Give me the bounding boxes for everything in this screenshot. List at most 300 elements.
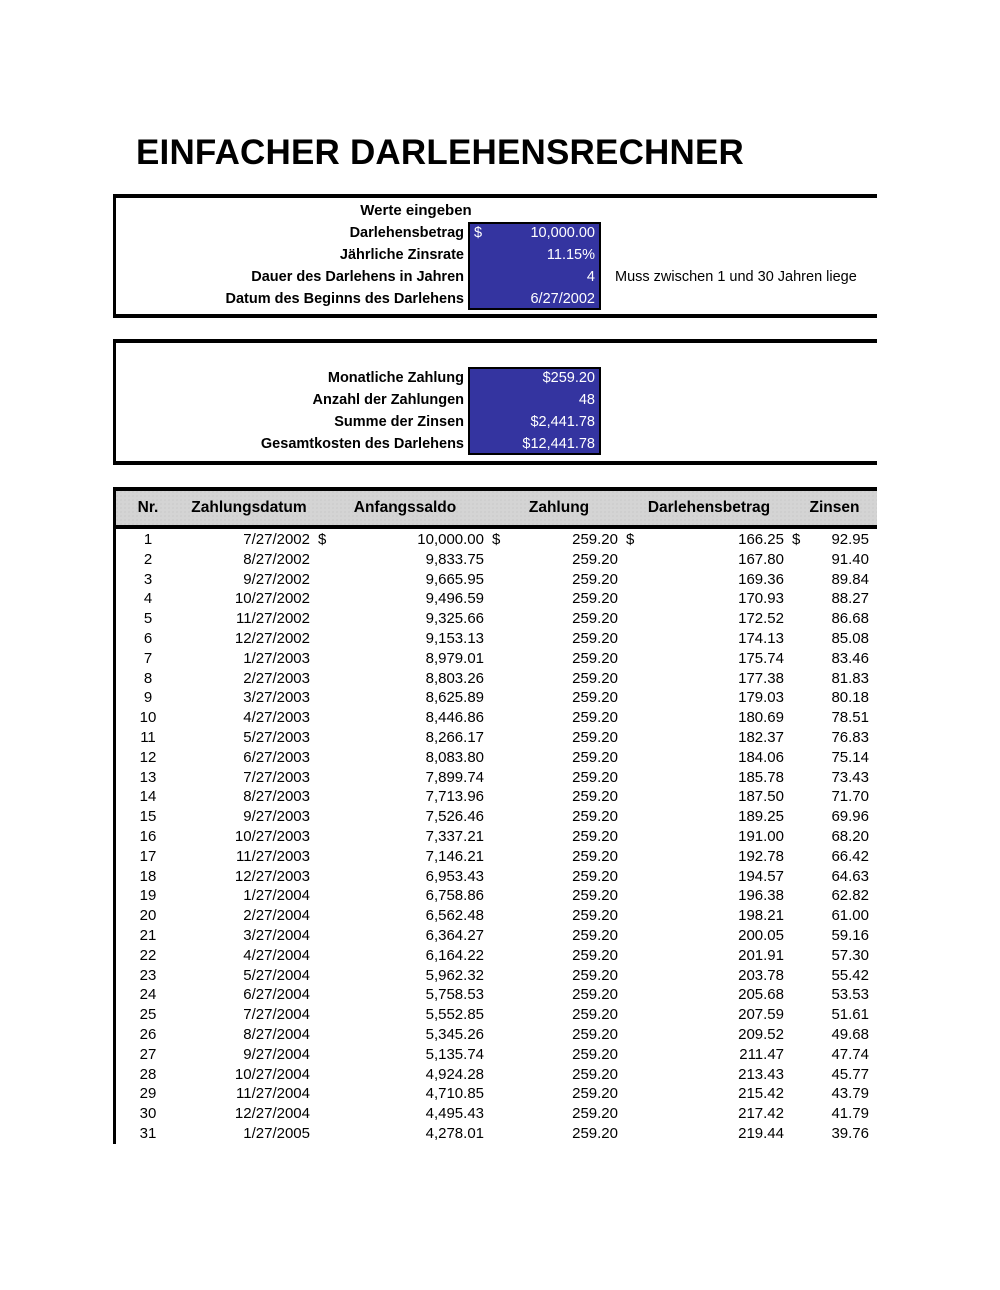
cell-balance	[318, 906, 492, 926]
amount-text: 259.20	[572, 1085, 618, 1103]
currency-symbol	[492, 609, 510, 629]
amount-text: 5,135.74	[425, 1045, 484, 1063]
amount-text: 6,364.27	[425, 926, 484, 944]
currency-symbol	[792, 1124, 810, 1144]
cell-principal	[626, 1005, 792, 1025]
amount-text: 259.20	[572, 887, 618, 905]
cell-no: 18	[139, 867, 157, 885]
currency-symbol	[318, 1045, 336, 1065]
table-row	[116, 966, 877, 986]
amount-text: 259.20	[572, 728, 618, 746]
currency-symbol	[492, 787, 510, 807]
cell-date: 5/27/2003	[243, 728, 310, 746]
amount-text: 259.20	[572, 788, 618, 806]
cell-payment	[492, 708, 626, 728]
cell-date: 11/27/2003	[236, 847, 310, 865]
amount-text: 7,526.46	[425, 808, 484, 826]
cell-no: 25	[139, 1006, 157, 1024]
column-header-payment: Zahlung	[528, 499, 590, 516]
cell-payment	[492, 985, 626, 1005]
label-number-of-payments: Anzahl der Zahlungen	[312, 392, 464, 408]
field-row-loan-amount	[116, 222, 601, 244]
amount-text: 191.00	[738, 827, 784, 845]
cell-interest	[792, 1025, 877, 1045]
value-start-date[interactable]	[468, 288, 601, 310]
cell-balance	[318, 827, 492, 847]
amount-text: 57.30	[831, 946, 869, 964]
cell-interest	[792, 847, 877, 867]
cell-no: 24	[139, 986, 157, 1004]
currency-symbol	[792, 886, 810, 906]
cell-date: 12/27/2002	[234, 629, 310, 647]
cell-date: 12/27/2003	[234, 867, 310, 885]
currency-symbol	[626, 926, 644, 946]
currency-symbol	[792, 748, 810, 768]
amount-text: 259.20	[572, 570, 618, 588]
currency-symbol	[792, 708, 810, 728]
amount-text: 64.63	[831, 867, 869, 885]
cell-principal	[626, 688, 792, 708]
currency-symbol	[792, 966, 810, 986]
amount-text: 201.91	[738, 946, 784, 964]
currency-symbol	[792, 906, 810, 926]
cell-interest	[792, 827, 877, 847]
amount-text: 4,924.28	[425, 1065, 484, 1083]
cell-interest	[792, 688, 877, 708]
cell-date: 1/27/2005	[243, 1124, 310, 1142]
amount-text: 259.20	[572, 550, 618, 568]
cell-payment	[492, 550, 626, 570]
cell-balance	[318, 748, 492, 768]
amount-text: 11.15%	[546, 247, 595, 263]
cell-date: 6/27/2003	[243, 748, 310, 766]
amount-text: 85.08	[831, 629, 869, 647]
cell-principal	[626, 748, 792, 768]
cell-payment	[492, 1104, 626, 1124]
table-row	[116, 807, 877, 827]
currency-symbol	[492, 827, 510, 847]
currency-symbol	[792, 1005, 810, 1025]
amount-text: 61.00	[831, 907, 869, 925]
cell-principal	[626, 886, 792, 906]
cell-date: 8/27/2003	[243, 788, 310, 806]
cell-balance	[318, 768, 492, 788]
currency-symbol	[792, 787, 810, 807]
cell-no: 5	[143, 610, 153, 628]
cell-interest	[792, 985, 877, 1005]
currency-symbol	[626, 550, 644, 570]
currency-symbol	[792, 1065, 810, 1085]
table-row	[116, 748, 877, 768]
cell-interest	[792, 550, 877, 570]
amount-text: 43.79	[831, 1085, 869, 1103]
currency-symbol	[792, 609, 810, 629]
cell-no: 19	[139, 887, 157, 905]
table-row	[116, 688, 877, 708]
currency-symbol	[492, 985, 510, 1005]
cell-principal	[626, 847, 792, 867]
cell-payment	[492, 966, 626, 986]
currency-symbol	[792, 867, 810, 887]
cell-no: 17	[139, 847, 157, 865]
amount-text: 189.25	[738, 808, 784, 826]
amount-text: 259.20	[572, 1045, 618, 1063]
currency-symbol	[318, 886, 336, 906]
cell-no: 1	[143, 531, 153, 548]
currency-symbol	[792, 768, 810, 788]
cell-payment	[492, 1124, 626, 1144]
field-row-monthly-payment	[116, 367, 601, 389]
table-row	[116, 1025, 877, 1045]
amount-text: 7,713.96	[425, 788, 484, 806]
currency-symbol	[492, 768, 510, 788]
currency-symbol	[492, 1025, 510, 1045]
amount-text: 259.20	[572, 1025, 618, 1043]
cell-no: 16	[139, 827, 157, 845]
table-row	[116, 629, 877, 649]
amount-text: 213.43	[738, 1065, 784, 1083]
cell-payment	[492, 688, 626, 708]
table-row	[116, 728, 877, 748]
table-row	[116, 946, 877, 966]
currency-symbol	[318, 609, 336, 629]
currency-symbol	[792, 985, 810, 1005]
currency-symbol	[792, 926, 810, 946]
cell-payment	[492, 570, 626, 590]
cell-principal	[626, 946, 792, 966]
table-row	[116, 1084, 877, 1104]
cell-interest	[792, 609, 877, 629]
amount-text: 187.50	[738, 788, 784, 806]
amount-text: 78.51	[831, 709, 869, 727]
amount-text: 169.36	[738, 570, 784, 588]
currency-symbol	[792, 827, 810, 847]
currency-symbol	[492, 629, 510, 649]
amount-text: $12,441.78	[522, 436, 595, 452]
value-monthly-payment	[468, 367, 601, 389]
amount-text: $2,441.78	[530, 414, 595, 430]
cell-balance	[318, 985, 492, 1005]
amount-text: 259.20	[572, 1006, 618, 1024]
amount-text: 69.96	[831, 808, 869, 826]
currency-symbol	[318, 827, 336, 847]
amount-text: 73.43	[831, 768, 869, 786]
cell-no: 9	[143, 689, 153, 707]
currency-symbol	[626, 867, 644, 887]
amount-text: 215.42	[738, 1085, 784, 1103]
cell-no: 8	[143, 669, 153, 687]
cell-date: 3/27/2004	[243, 926, 310, 944]
cell-interest	[792, 867, 877, 887]
amount-text: 259.20	[572, 986, 618, 1004]
amount-text: 175.74	[738, 649, 784, 667]
currency-symbol	[318, 926, 336, 946]
cell-payment	[492, 807, 626, 827]
cell-date: 4/27/2004	[243, 946, 310, 964]
amount-text: 4	[586, 269, 595, 285]
currency-symbol	[318, 985, 336, 1005]
cell-principal	[626, 1084, 792, 1104]
cell-no: 4	[143, 590, 153, 608]
currency-symbol	[792, 589, 810, 609]
currency-symbol	[318, 669, 336, 689]
cell-no: 30	[139, 1105, 157, 1123]
currency-symbol	[792, 1025, 810, 1045]
label-monthly-payment: Monatliche Zahlung	[327, 370, 464, 386]
currency-symbol	[318, 688, 336, 708]
currency-symbol	[318, 768, 336, 788]
amount-text: 9,496.59	[425, 590, 484, 608]
cell-balance	[318, 926, 492, 946]
table-row	[116, 708, 877, 728]
cell-interest	[792, 728, 877, 748]
table-row	[116, 550, 877, 570]
cell-payment	[492, 530, 626, 550]
amount-text: 259.20	[572, 748, 618, 766]
amount-text: 259.20	[572, 649, 618, 667]
amount-text: 4,278.01	[425, 1124, 484, 1142]
table-row	[116, 985, 877, 1005]
currency-symbol	[492, 1104, 510, 1124]
cell-interest	[792, 1005, 877, 1025]
cell-principal	[626, 1025, 792, 1045]
amount-text: 48	[578, 392, 595, 408]
cell-balance	[318, 708, 492, 728]
cell-principal	[626, 1065, 792, 1085]
currency-symbol: $	[492, 531, 501, 548]
currency-symbol	[792, 728, 810, 748]
cell-no: 29	[139, 1085, 157, 1103]
currency-symbol	[318, 728, 336, 748]
cell-interest	[792, 906, 877, 926]
cell-interest	[792, 787, 877, 807]
cell-date: 11/27/2004	[236, 1085, 310, 1103]
currency-symbol	[318, 946, 336, 966]
cell-balance	[318, 787, 492, 807]
cell-no: 28	[139, 1065, 157, 1083]
cell-payment	[492, 589, 626, 609]
currency-symbol: $	[626, 531, 635, 548]
currency-symbol	[318, 1084, 336, 1104]
currency-symbol	[626, 827, 644, 847]
cell-balance	[318, 847, 492, 867]
table-row	[116, 589, 877, 609]
cell-balance	[318, 688, 492, 708]
cell-principal	[626, 807, 792, 827]
currency-symbol	[318, 787, 336, 807]
cell-balance	[318, 867, 492, 887]
amount-text: 166.25	[738, 531, 784, 548]
currency-symbol	[318, 629, 336, 649]
cell-balance	[318, 1124, 492, 1144]
currency-symbol	[492, 550, 510, 570]
table-row	[116, 530, 877, 550]
currency-symbol	[792, 847, 810, 867]
cell-principal	[626, 867, 792, 887]
cell-payment	[492, 609, 626, 629]
currency-symbol	[626, 570, 644, 590]
amount-text: 259.20	[572, 669, 618, 687]
currency-symbol	[318, 570, 336, 590]
amount-text: 180.69	[738, 709, 784, 727]
table-row	[116, 787, 877, 807]
currency-symbol	[492, 708, 510, 728]
cell-payment	[492, 906, 626, 926]
table-row	[116, 886, 877, 906]
cell-payment	[492, 768, 626, 788]
amount-text: 259.20	[572, 966, 618, 984]
amount-text: 89.84	[831, 570, 869, 588]
cell-interest	[792, 708, 877, 728]
currency-symbol	[626, 847, 644, 867]
currency-symbol	[492, 847, 510, 867]
table-row	[116, 570, 877, 590]
currency-symbol	[626, 728, 644, 748]
amount-text: 4,710.85	[425, 1085, 484, 1103]
amount-text: 49.68	[831, 1025, 869, 1043]
amount-text: 9,153.13	[425, 629, 484, 647]
table-row	[116, 669, 877, 689]
cell-balance	[318, 1025, 492, 1045]
amount-text: 259.20	[572, 907, 618, 925]
amount-text: 170.93	[738, 590, 784, 608]
amount-text: 207.59	[738, 1006, 784, 1024]
amount-text: 259.20	[572, 847, 618, 865]
amount-text: 184.06	[738, 748, 784, 766]
currency-symbol	[318, 807, 336, 827]
cell-payment	[492, 1005, 626, 1025]
table-row	[116, 1104, 877, 1124]
currency-symbol	[318, 649, 336, 669]
currency-symbol	[626, 946, 644, 966]
currency-symbol	[626, 807, 644, 827]
amount-text: 6,562.48	[425, 907, 484, 925]
currency-symbol	[318, 748, 336, 768]
currency-symbol	[318, 1005, 336, 1025]
cell-no: 10	[139, 709, 157, 727]
field-row-number-of-payments	[116, 389, 601, 411]
cell-interest	[792, 807, 877, 827]
field-row-term-years	[116, 266, 601, 288]
field-row-total-cost	[116, 433, 601, 455]
cell-no: 27	[139, 1045, 157, 1063]
amount-text: 6/27/2002	[530, 291, 595, 307]
cell-no: 14	[139, 788, 157, 806]
currency-symbol	[626, 906, 644, 926]
currency-symbol	[626, 985, 644, 1005]
currency-symbol	[492, 649, 510, 669]
term-years-note: Muss zwischen 1 und 30 Jahren liege	[615, 269, 857, 285]
cell-no: 2	[143, 550, 153, 568]
amount-text: 172.52	[738, 610, 784, 628]
value-number-of-payments	[468, 389, 601, 411]
currency-symbol	[626, 1065, 644, 1085]
cell-date: 10/27/2004	[234, 1065, 310, 1083]
cell-interest	[792, 1045, 877, 1065]
column-header-principal: Darlehensbetrag	[647, 499, 771, 516]
cell-balance	[318, 609, 492, 629]
cell-date: 1/27/2003	[243, 649, 310, 667]
currency-symbol	[318, 1025, 336, 1045]
amount-text: 45.77	[831, 1065, 869, 1083]
amount-text: 5,962.32	[425, 966, 484, 984]
cell-balance	[318, 530, 492, 550]
cell-interest	[792, 966, 877, 986]
amount-text: 6,758.86	[425, 887, 484, 905]
column-header-no: Nr.	[137, 499, 159, 516]
cell-payment	[492, 649, 626, 669]
cell-no: 3	[143, 570, 153, 588]
cell-no: 22	[139, 946, 157, 964]
amount-text: 259.20	[572, 926, 618, 944]
currency-symbol	[492, 1124, 510, 1144]
amount-text: 259.20	[572, 1105, 618, 1123]
amount-text: 51.61	[831, 1006, 869, 1024]
table-row	[116, 847, 877, 867]
currency-symbol	[626, 669, 644, 689]
cell-payment	[492, 669, 626, 689]
column-header-balance: Anfangssaldo	[353, 499, 457, 516]
currency-symbol	[626, 787, 644, 807]
currency-symbol	[626, 768, 644, 788]
amount-text: 8,803.26	[425, 669, 484, 687]
cell-date: 10/27/2002	[234, 590, 310, 608]
currency-symbol	[792, 649, 810, 669]
amount-text: 219.44	[738, 1124, 784, 1142]
cell-interest	[792, 629, 877, 649]
cell-payment	[492, 748, 626, 768]
currency-symbol	[792, 629, 810, 649]
table-body	[113, 529, 877, 1144]
cell-interest	[792, 669, 877, 689]
value-term-years[interactable]	[468, 266, 601, 288]
cell-balance	[318, 589, 492, 609]
cell-balance	[318, 966, 492, 986]
amount-text: 76.83	[831, 728, 869, 746]
currency-symbol	[626, 609, 644, 629]
amount-text: 217.42	[738, 1105, 784, 1123]
amount-text: 91.40	[831, 550, 869, 568]
amount-text: 55.42	[831, 966, 869, 984]
currency-symbol	[318, 708, 336, 728]
cell-date: 5/27/2004	[243, 966, 310, 984]
amount-text: 41.79	[831, 1105, 869, 1123]
cell-interest	[792, 1104, 877, 1124]
table-row	[116, 906, 877, 926]
currency-symbol	[492, 728, 510, 748]
amount-text: 198.21	[738, 907, 784, 925]
input-values-panel	[113, 194, 877, 318]
currency-symbol	[626, 1045, 644, 1065]
currency-symbol	[792, 550, 810, 570]
value-loan-amount[interactable]	[468, 222, 601, 244]
currency-symbol	[792, 688, 810, 708]
amount-text: 59.16	[831, 926, 869, 944]
cell-principal	[626, 827, 792, 847]
cell-date: 1/27/2004	[243, 887, 310, 905]
label-total-interest: Summe der Zinsen	[334, 414, 464, 430]
value-interest-rate[interactable]	[468, 244, 601, 266]
amount-text: 259.20	[572, 827, 618, 845]
amount-text: 174.13	[738, 629, 784, 647]
currency-symbol	[492, 867, 510, 887]
amount-text: 7,337.21	[425, 827, 484, 845]
cell-principal	[626, 926, 792, 946]
cell-date: 9/27/2004	[243, 1045, 310, 1063]
currency-symbol	[492, 1084, 510, 1104]
currency-symbol: $	[792, 531, 801, 548]
currency-symbol	[492, 1045, 510, 1065]
